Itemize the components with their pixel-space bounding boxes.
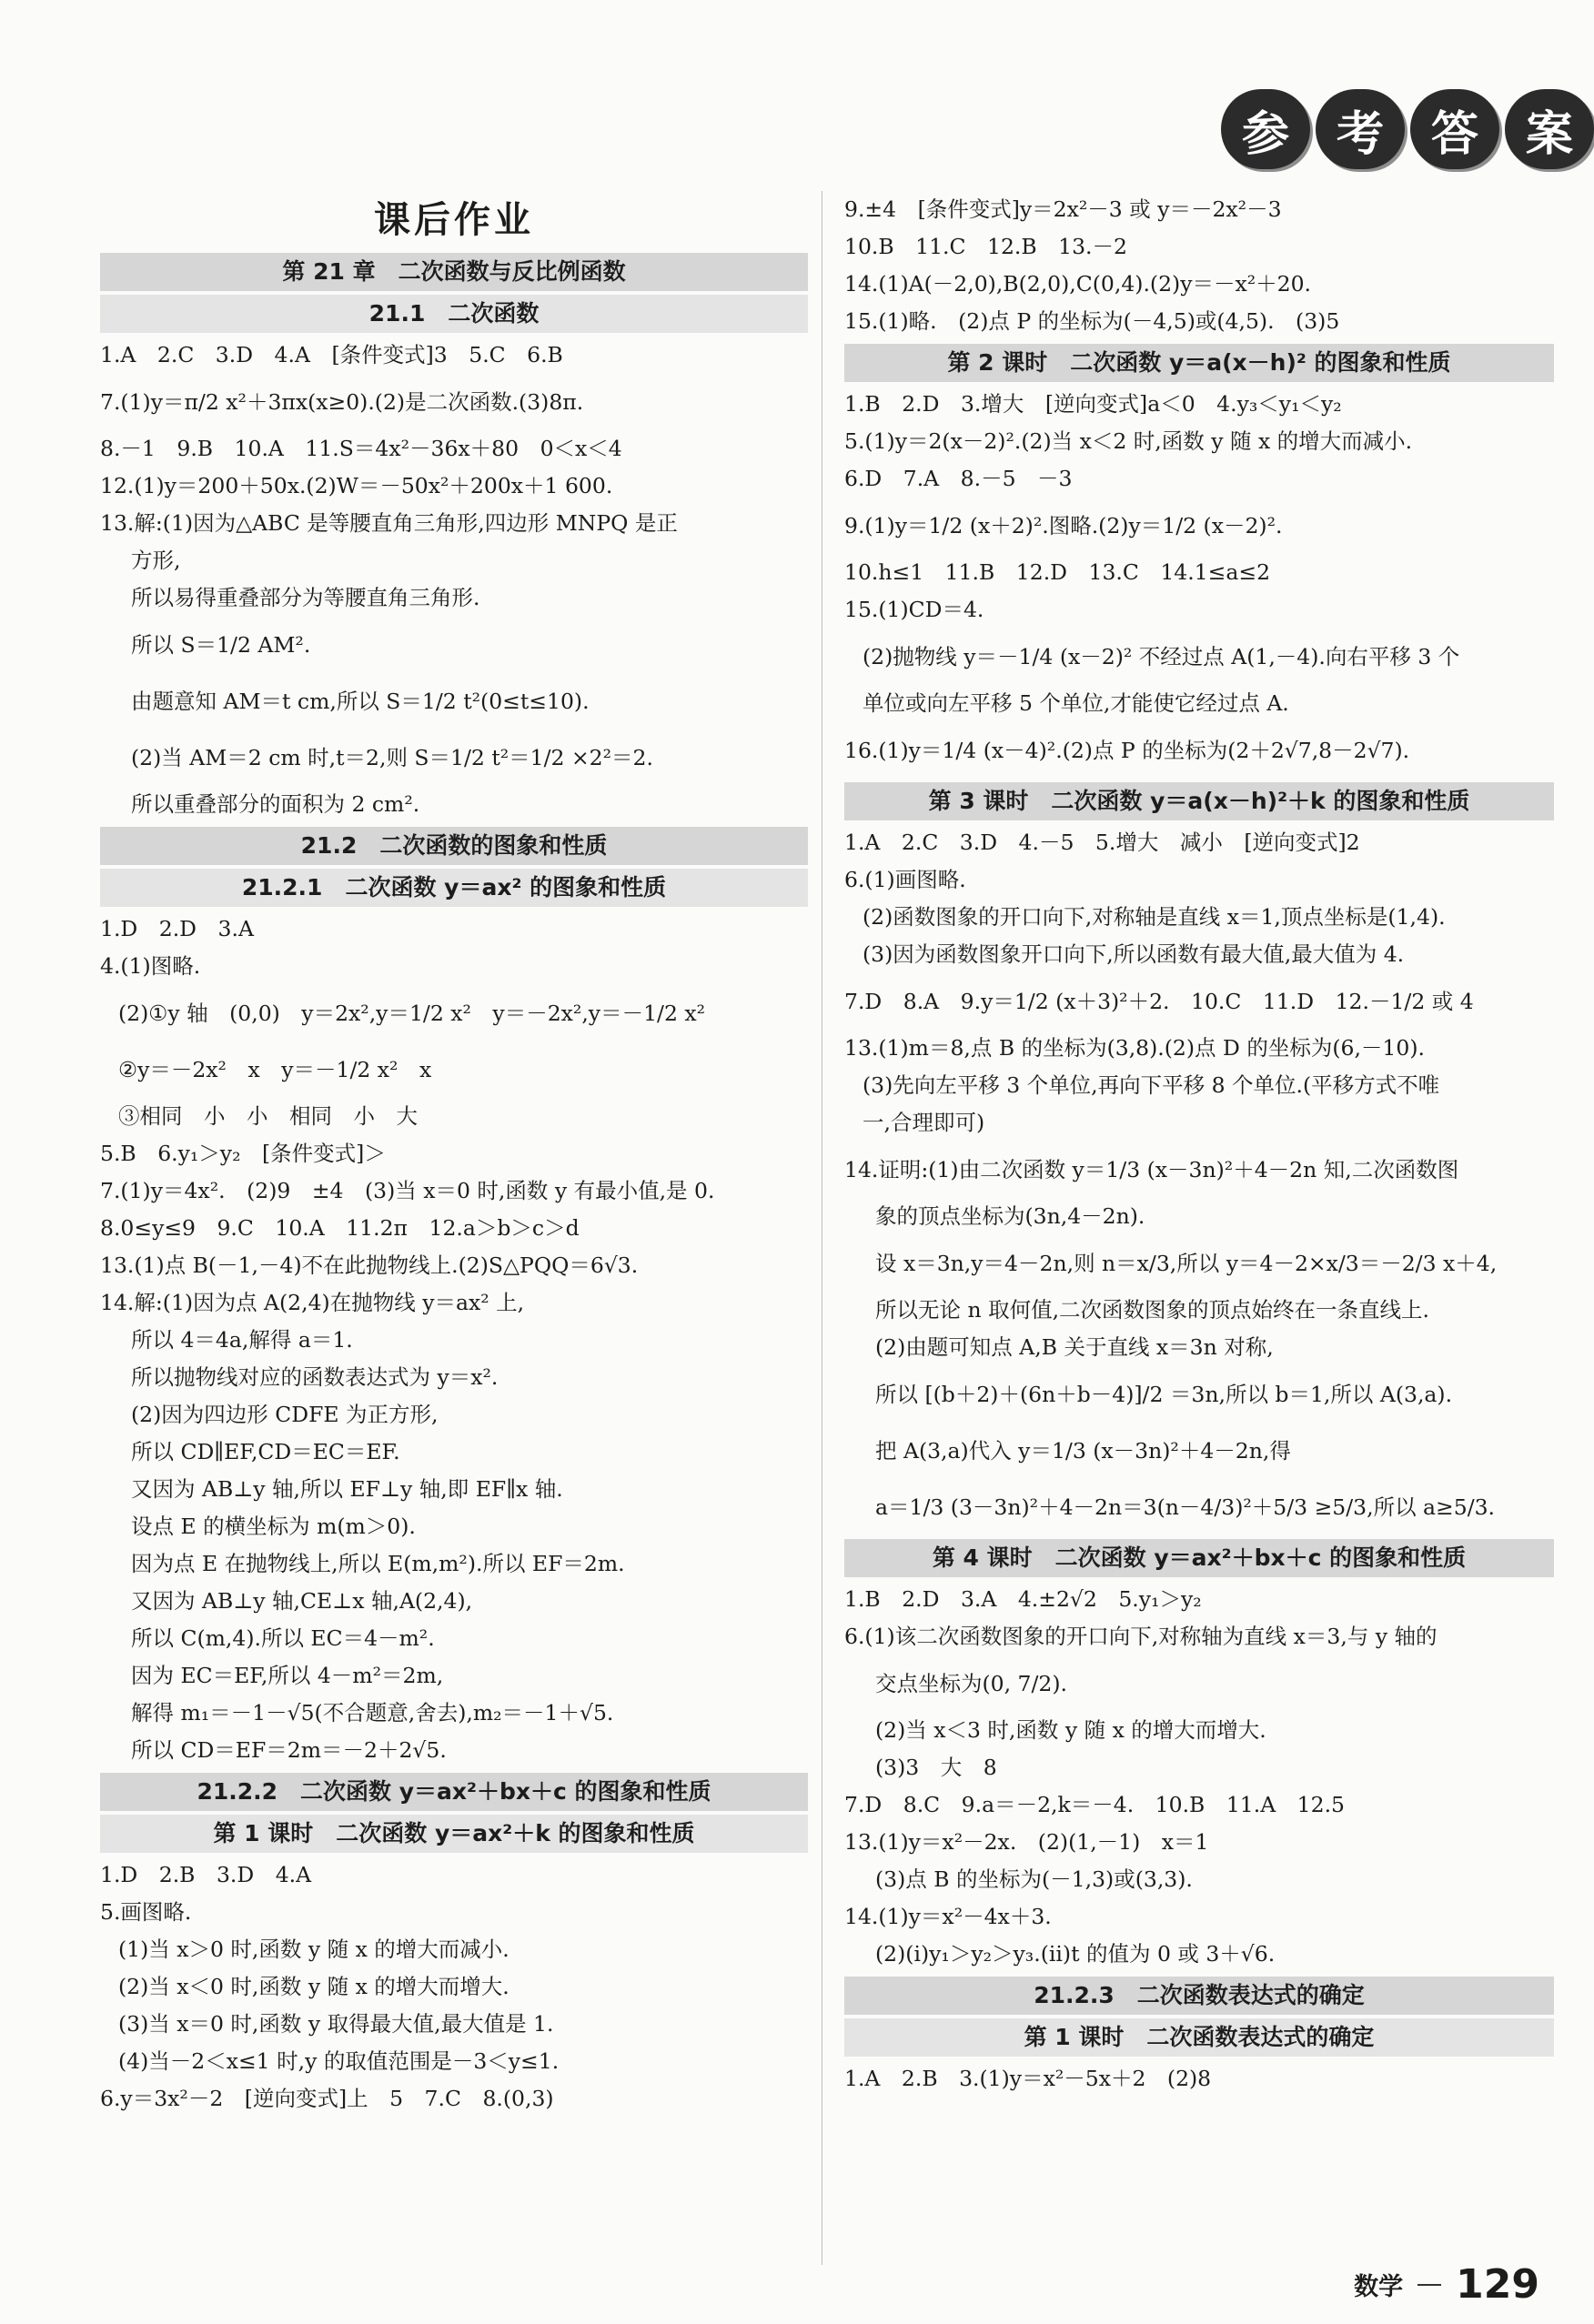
page-title: 课后作业 <box>374 199 534 241</box>
answer-line: 又因为 AB⊥y 轴,CE⊥x 轴,A(2,4), <box>131 1588 473 1614</box>
answer-line: 9.±4 [条件变式]y＝2x²－3 或 y＝－2x²－3 <box>844 196 1282 222</box>
answer-line: 1.A 2.C 3.D 4.－5 5.增大 减小 [逆向变式]2 <box>844 830 1360 855</box>
lesson-heading: 第 4 课时 二次函数 y＝ax²＋bx＋c 的图象和性质 <box>844 1539 1554 1577</box>
answer-line: 15.(1)略. (2)点 P 的坐标为(－4,5)或(4,5). (3)5 <box>844 308 1340 334</box>
answer-line: 6.y＝3x²－2 [逆向变式]上 5 7.C 8.(0,3) <box>100 2086 554 2111</box>
subsection-heading: 21.2.3 二次函数表达式的确定 <box>844 1977 1554 2015</box>
answer-line: 8.－1 9.B 10.A 11.S＝4x²－36x＋80 0＜x＜4 <box>100 436 622 461</box>
answer-line: 所以无论 n 取何值,二次函数图象的顶点始终在一条直线上. <box>875 1297 1430 1323</box>
answer-line: 1.B 2.D 3.增大 [逆向变式]a＜0 4.y₃＜y₁＜y₂ <box>844 391 1342 417</box>
answer-line: 7.D 8.C 9.a＝－2,k＝－4. 10.B 11.A 12.5 <box>844 1792 1345 1817</box>
answer-line: 1.D 2.B 3.D 4.A <box>100 1862 312 1887</box>
answer-line: (2)①y 轴 (0,0) y＝2x²,y＝1/2 x² y＝－2x²,y＝－1/2 x² <box>118 1001 706 1026</box>
answer-line: (2)函数图象的开口向下,对称轴是直线 x＝1,顶点坐标是(1,4). <box>863 904 1446 930</box>
answer-line: (2)(ⅰ)y₁＞y₂＞y₃.(ⅱ)t 的值为 0 或 3＋√6. <box>875 1941 1276 1967</box>
footer-dash <box>1417 2284 1441 2286</box>
answer-line: (3)点 B 的坐标为(－1,3)或(3,3). <box>875 1866 1193 1892</box>
answer-line: 由题意知 AM＝t cm,所以 S＝1/2 t²(0≤t≤10). <box>131 689 590 714</box>
answer-line: 13.(1)y＝x²－2x. (2)(1,－1) x＝1 <box>844 1829 1209 1855</box>
lesson-heading: 第 1 课时 二次函数 y＝ax²＋k 的图象和性质 <box>100 1815 808 1853</box>
answer-line: 7.(1)y＝4x². (2)9 ±4 (3)当 x＝0 时,函数 y 有最小值,是 0. <box>100 1178 715 1203</box>
answer-line: 8.0≤y≤9 9.C 10.A 11.2π 12.a＞b＞c＞d <box>100 1215 580 1241</box>
answer-line: 13.(1)m＝8,点 B 的坐标为(3,8).(2)点 D 的坐标为(6,－10). <box>844 1035 1425 1061</box>
subsection-heading: 21.2.1 二次函数 y＝ax² 的图象和性质 <box>100 869 808 907</box>
answer-line: (2)由题可知点 A,B 关于直线 x＝3n 对称, <box>875 1334 1274 1360</box>
answer-line: 1.A 2.C 3.D 4.A [条件变式]3 5.C 6.B <box>100 342 563 367</box>
answer-line: 所以 CD∥EF,CD＝EC＝EF. <box>131 1439 400 1464</box>
answer-line: 14.解:(1)因为点 A(2,4)在抛物线 y＝ax² 上, <box>100 1290 525 1315</box>
answer-line: 1.A 2.B 3.(1)y＝x²－5x＋2 (2)8 <box>844 2066 1212 2091</box>
answer-line: (2)抛物线 y＝－1/4 (x－2)² 不经过点 A(1,－4).向右平移 3 个 <box>863 644 1460 669</box>
page-footer <box>1354 2261 1539 2308</box>
answer-line: a＝1/3 (3－3n)²＋4－2n＝3(n－4/3)²＋5/3 ≥5/3,所以 a≥5/3. <box>875 1494 1496 1520</box>
answer-line: (3)3 大 8 <box>875 1755 997 1780</box>
answer-line: (3)因为函数图象开口向下,所以函数有最大值,最大值为 4. <box>863 941 1405 967</box>
answer-line: 所以 S＝1/2 AM². <box>131 632 311 658</box>
answer-line: 5.画图略. <box>100 1899 192 1925</box>
answer-line: (2)因为四边形 CDFE 为正方形, <box>131 1402 439 1427</box>
banner-char: 案 <box>1505 89 1594 169</box>
answer-line: (3)先向左平移 3 个单位,再向下平移 8 个单位.(平移方式不唯 <box>863 1072 1440 1098</box>
answer-line: 所以抛物线对应的函数表达式为 y＝x². <box>131 1364 499 1390</box>
answer-line: 12.(1)y＝200＋50x.(2)W＝－50x²＋200x＋1 600. <box>100 473 613 498</box>
answer-line: 16.(1)y＝1/4 (x－4)².(2)点 P 的坐标为(2＋2√7,8－2√7). <box>844 738 1410 763</box>
answer-line: 解得 m₁＝－1－√5(不合题意,舍去),m₂＝－1＋√5. <box>131 1700 614 1725</box>
left-column <box>100 191 808 2118</box>
answer-line: 10.h≤1 11.B 12.D 13.C 14.1≤a≤2 <box>844 559 1271 585</box>
answer-line: 设点 E 的横坐标为 m(m＞0). <box>131 1514 416 1539</box>
banner-char: 答 <box>1410 89 1499 169</box>
answer-line: 象的顶点坐标为(3n,4－2n). <box>875 1203 1145 1229</box>
answer-line: 6.(1)该二次函数图象的开口向下,对称轴为直线 x＝3,与 y 轴的 <box>844 1624 1438 1649</box>
answer-line: (2)当 x＜3 时,函数 y 随 x 的增大而增大. <box>875 1717 1266 1743</box>
answer-line: 方形, <box>131 548 181 573</box>
answer-line: (1)当 x＞0 时,函数 y 随 x 的增大而减小. <box>118 1937 509 1962</box>
answer-line: 1.D 2.D 3.A <box>100 916 254 941</box>
answer-line: 14.(1)A(－2,0),B(2,0),C(0,4).(2)y＝－x²＋20. <box>844 271 1312 297</box>
answer-line: 把 A(3,a)代入 y＝1/3 (x－3n)²＋4－2n,得 <box>875 1438 1291 1464</box>
answer-line: 7.D 8.A 9.y＝1/2 (x＋3)²＋2. 10.C 11.D 12.－1/2 或 4 <box>844 989 1474 1014</box>
answer-line: ③相同 小 小 相同 小 大 <box>118 1103 418 1129</box>
page-number: 129 <box>1456 2261 1539 2308</box>
answer-line: 单位或向左平移 5 个单位,才能使它经过点 A. <box>863 690 1289 716</box>
answer-line: 所以 CD＝EF＝2m＝－2＋2√5. <box>131 1737 447 1763</box>
subsection-heading: 21.2.2 二次函数 y＝ax²＋bx＋c 的图象和性质 <box>100 1773 808 1811</box>
answer-line: ②y＝－2x² x y＝－1/2 x² x <box>118 1057 432 1082</box>
answer-banner <box>1221 89 1594 169</box>
chapter-heading: 第 21 章 二次函数与反比例函数 <box>100 253 808 291</box>
answer-line: 10.B 11.C 12.B 13.－2 <box>844 234 1127 259</box>
section-heading: 21.1 二次函数 <box>100 295 808 333</box>
answer-line: 14.(1)y＝x²－4x＋3. <box>844 1904 1052 1929</box>
answer-line: 7.(1)y＝π/2 x²＋3πx(x≥0).(2)是二次函数.(3)8π. <box>100 389 584 415</box>
answer-line: 因为点 E 在抛物线上,所以 E(m,m²).所以 EF＝2m. <box>131 1551 625 1576</box>
answer-line: 所以易得重叠部分为等腰直角三角形. <box>131 585 480 610</box>
banner-char: 考 <box>1316 89 1405 169</box>
banner-char: 参 <box>1221 89 1310 169</box>
answer-line: (4)当－2＜x≤1 时,y 的取值范围是－3＜y≤1. <box>118 2048 560 2074</box>
answer-line: 所以重叠部分的面积为 2 cm². <box>131 791 420 817</box>
answer-line: 一,合理即可) <box>863 1110 985 1135</box>
answer-line: (3)当 x＝0 时,函数 y 取得最大值,最大值是 1. <box>118 2011 554 2037</box>
right-column <box>844 191 1554 2098</box>
lesson-heading: 第 1 课时 二次函数表达式的确定 <box>844 2018 1554 2057</box>
answer-line: 6.(1)画图略. <box>844 867 966 892</box>
answer-line: 所以 C(m,4).所以 EC＝4－m². <box>131 1625 435 1651</box>
answer-line: 6.D 7.A 8.－5 －3 <box>844 466 1073 491</box>
answer-line: 所以 4＝4a,解得 a＝1. <box>131 1327 353 1353</box>
section-heading: 21.2 二次函数的图象和性质 <box>100 827 808 865</box>
subject-label: 数学 <box>1354 2273 1404 2301</box>
answer-line: 所以 [(b＋2)＋(6n＋b－4)]/2 ＝3n,所以 b＝1,所以 A(3,a). <box>875 1382 1453 1407</box>
lesson-heading: 第 2 课时 二次函数 y＝a(x－h)² 的图象和性质 <box>844 344 1554 382</box>
answer-line: 5.(1)y＝2(x－2)².(2)当 x＜2 时,函数 y 随 x 的增大而减小. <box>844 428 1413 454</box>
answer-line: 设 x＝3n,y＝4－2n,则 n＝x/3,所以 y＝4－2×x/3＝－2/3 x＋4, <box>875 1251 1498 1276</box>
answer-line: 13.(1)点 B(－1,－4)不在此抛物线上.(2)S△PQQ＝6√3. <box>100 1253 639 1278</box>
answer-line: 4.(1)图略. <box>100 953 201 979</box>
answer-line: 因为 EC＝EF,所以 4－m²＝2m, <box>131 1663 444 1688</box>
answer-line: (2)当 x＜0 时,函数 y 随 x 的增大而增大. <box>118 1974 509 1999</box>
lesson-heading: 第 3 课时 二次函数 y＝a(x－h)²＋k 的图象和性质 <box>844 782 1554 820</box>
answer-line: 13.解:(1)因为△ABC 是等腰直角三角形,四边形 MNPQ 是正 <box>100 510 678 536</box>
answer-line: (2)当 AM＝2 cm 时,t＝2,则 S＝1/2 t²＝1/2 ×2²＝2. <box>131 745 653 770</box>
answer-line: 9.(1)y＝1/2 (x＋2)².图略.(2)y＝1/2 (x－2)². <box>844 513 1283 538</box>
answer-line: 又因为 AB⊥y 轴,所以 EF⊥y 轴,即 EF∥x 轴. <box>131 1476 563 1502</box>
answer-line: 15.(1)CD＝4. <box>844 597 984 622</box>
answer-line: 1.B 2.D 3.A 4.±2√2 5.y₁＞y₂ <box>844 1586 1202 1612</box>
answer-line: 交点坐标为(0, 7/2). <box>875 1671 1068 1696</box>
answer-line: 14.证明:(1)由二次函数 y＝1/3 (x－3n)²＋4－2n 知,二次函数图 <box>844 1157 1459 1182</box>
answer-line: 5.B 6.y₁＞y₂ [条件变式]＞ <box>100 1141 386 1166</box>
